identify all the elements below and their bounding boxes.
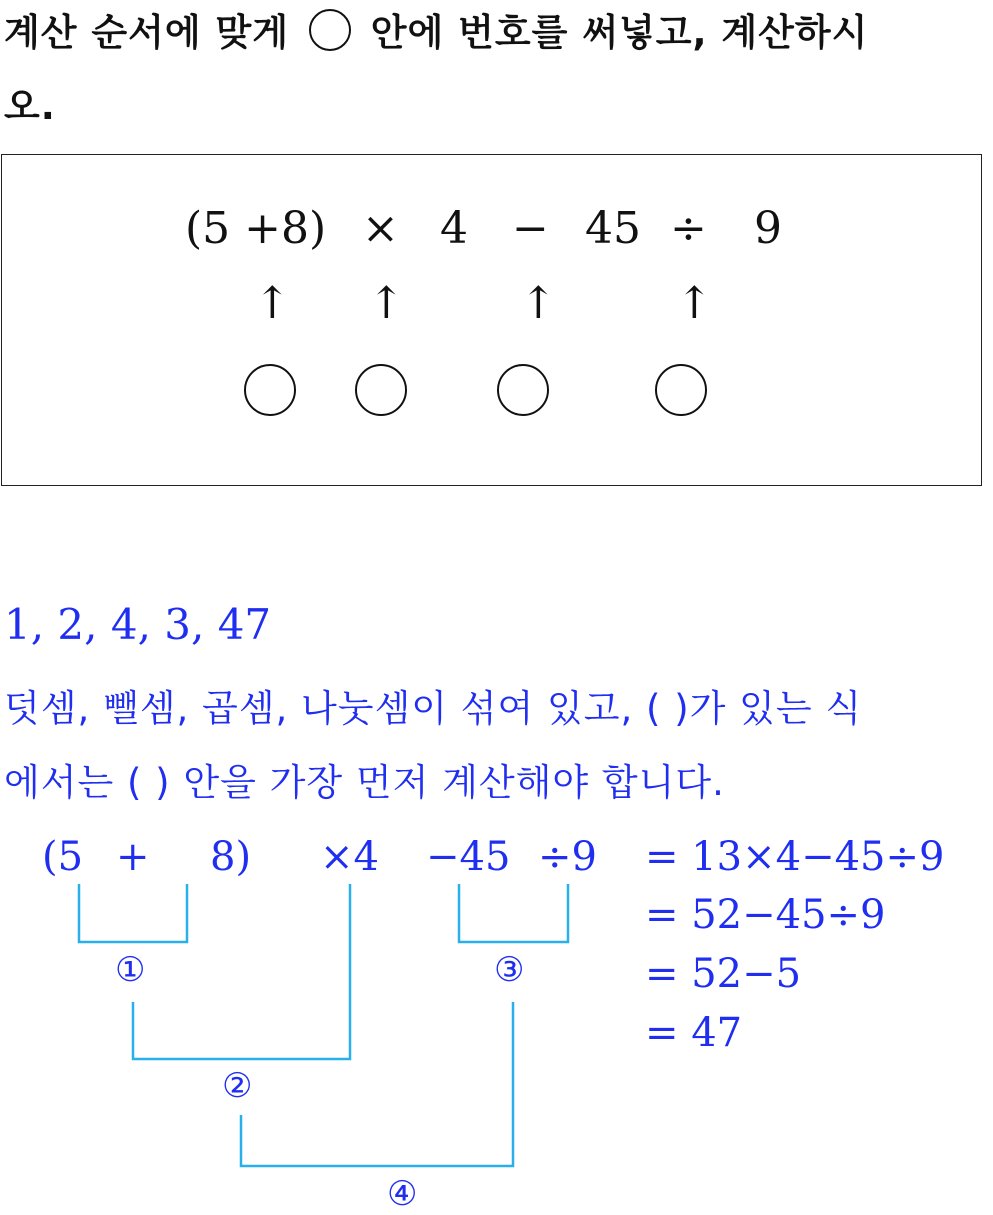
expr-times: × [362,203,399,254]
bracket-step-2 [133,884,350,1059]
up-arrow-icon: ↑ [520,278,557,329]
expr-four: 4 [440,203,468,254]
step-number-3: ③ [494,950,525,990]
question-text-after: 안에 번호를 써넣고, 계산하시 [370,11,869,54]
up-arrow-icon: ↑ [254,278,291,329]
question-line-2: 오. [4,85,56,128]
step-number-2: ② [222,1066,253,1106]
answer-values: 1, 2, 4, 3, 47 [4,600,272,649]
question-text-before: 계산 순서에 맞게 [4,11,289,54]
calc-step-1: = 13×4−45÷9 [645,834,945,880]
diagram-div9: ÷9 [538,834,597,880]
up-arrow-icon: ↑ [368,278,405,329]
answer-explain-line-1: 덧셈, 뺄셈, 곱셈, 나눗셈이 섞여 있고, ( )가 있는 식 [4,687,863,730]
expr-nine: 9 [754,203,782,254]
step-number-1: ① [115,950,146,990]
calc-step-4: = 47 [645,1010,743,1056]
expr-divide: ÷ [670,203,707,254]
answer-explain-line-2: 에서는 ( ) 안을 가장 먼저 계산해야 합니다. [4,761,725,804]
bracket-step-1 [79,884,187,942]
expr-fortyfive: 45 [585,203,641,254]
bracket-step-3 [459,884,568,942]
expr-paren-part: (5 +8) [185,203,327,254]
step-number-4: ④ [387,1174,418,1214]
bracket-step-4 [241,1002,513,1166]
calc-step-2: = 52−45÷9 [645,892,886,938]
diagram-open: (5 [42,834,84,880]
diagram-eight: 8) [210,834,252,880]
diagram-times4: ×4 [320,834,379,880]
up-arrow-icon: ↑ [676,278,713,329]
expr-minus: − [512,203,549,254]
diagram-plus: + [116,834,150,880]
calc-step-3: = 52−5 [645,951,802,997]
diagram-minus45: −45 [426,834,511,880]
